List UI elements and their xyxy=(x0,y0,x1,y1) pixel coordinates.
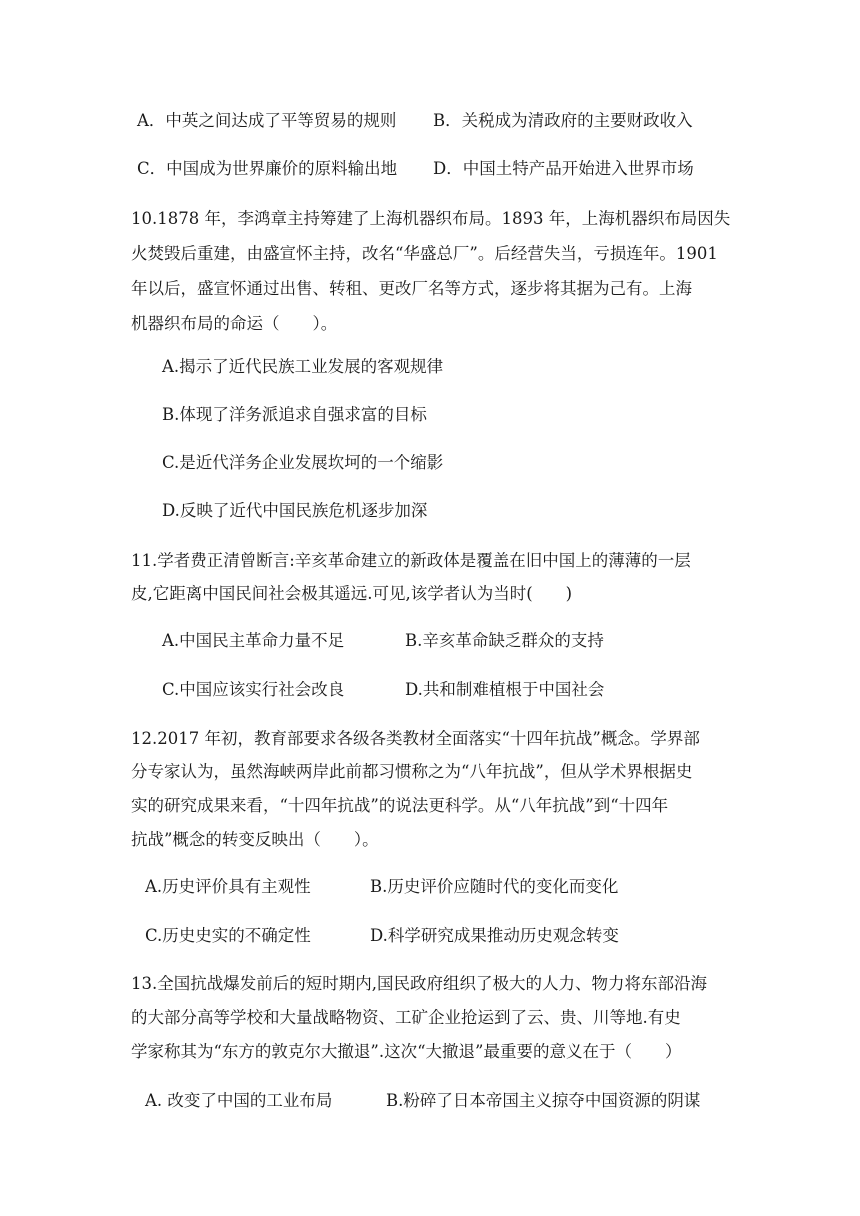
q12-option-a: A.历史评价具有主观性 xyxy=(145,877,311,896)
q10-stem-line-2: 火焚毁后重建，由盛宣怀主持，改名“华盛总厂”。后经营失当，亏损连年。1901 xyxy=(131,244,718,263)
q10-option-a: A.揭示了近代民族工业发展的客观规律 xyxy=(162,357,444,376)
q13-stem-line-2: 的大部分高等学校和大量战略物资、工矿企业抢运到了云、贵、川等地.有史 xyxy=(131,1008,681,1027)
q10-option-b: B.体现了洋务派追求自强求富的目标 xyxy=(162,405,427,424)
q12-option-c: C.历史史实的不确定性 xyxy=(145,926,311,945)
q9-option-b: B．关税成为清政府的主要财政收入 xyxy=(433,111,693,130)
q9-option-a: A．中英之间达成了平等贸易的规则 xyxy=(137,111,397,130)
q12-option-b: B.历史评价应随时代的变化而变化 xyxy=(370,877,619,896)
q10-stem-line-3: 年以后，盛宣怀通过出售、转租、更改厂名等方式，逐步将其据为己有。上海 xyxy=(131,279,692,298)
q13-stem-line-1: 13.全国抗战爆发前后的短时期内,国民政府组织了极大的人力、物力将东部沿海 xyxy=(131,974,707,993)
q10-option-c: C.是近代洋务企业发展坎坷的一个缩影 xyxy=(162,453,444,472)
q11-option-d: D.共和制难植根于中国社会 xyxy=(405,680,605,699)
q10-option-d: D.反映了近代中国民族危机逐步加深 xyxy=(162,501,428,520)
q13-option-a: A. 改变了中国的工业布局 xyxy=(145,1091,333,1110)
q11-stem-line-2: 皮,它距离中国民间社会极其遥远.可见,该学者认为当时( ) xyxy=(131,584,573,603)
q11-stem-line-1: 11.学者费正清曾断言:辛亥革命建立的新政体是覆盖在旧中国上的薄薄的一层 xyxy=(131,551,691,570)
q12-stem-line-2: 分专家认为，虽然海峡两岸此前都习惯称之为“八年抗战”，但从学术界根据史 xyxy=(131,762,693,781)
q12-stem-line-4: 抗战”概念的转变反映出（ ）。 xyxy=(131,830,379,849)
q13-option-b: B.粉碎了日本帝国主义掠夺中国资源的阴谋 xyxy=(386,1091,701,1110)
q11-option-c: C.中国应该实行社会改良 xyxy=(162,680,345,699)
q11-option-b: B.辛亥革命缺乏群众的支持 xyxy=(405,631,604,650)
q12-stem-line-3: 实的研究成果来看，“十四年抗战”的说法更科学。从“八年抗战”到“十四年 xyxy=(131,796,669,815)
q13-stem-line-3: 学家称其为“东方的敦克尔大撤退”.这次“大撤退”最重要的意义在于（ ） xyxy=(131,1042,682,1061)
q12-stem-line-1: 12.2017 年初，教育部要求各级各类教材全面落实“十四年抗战”概念。学界部 xyxy=(131,729,700,748)
q9-option-c: C．中国成为世界廉价的原料输出地 xyxy=(137,159,398,178)
q9-option-d: D．中国土特产品开始进入世界市场 xyxy=(433,159,694,178)
q10-stem-line-4: 机器织布局的命运（ ）。 xyxy=(131,314,338,333)
q11-option-a: A.中国民主革命力量不足 xyxy=(162,631,345,650)
q12-option-d: D.科学研究成果推动历史观念转变 xyxy=(370,926,619,945)
q10-stem-line-1: 10.1878 年，李鸿章主持筹建了上海机器织布局。1893 年，上海机器织布局因失 xyxy=(131,209,731,228)
